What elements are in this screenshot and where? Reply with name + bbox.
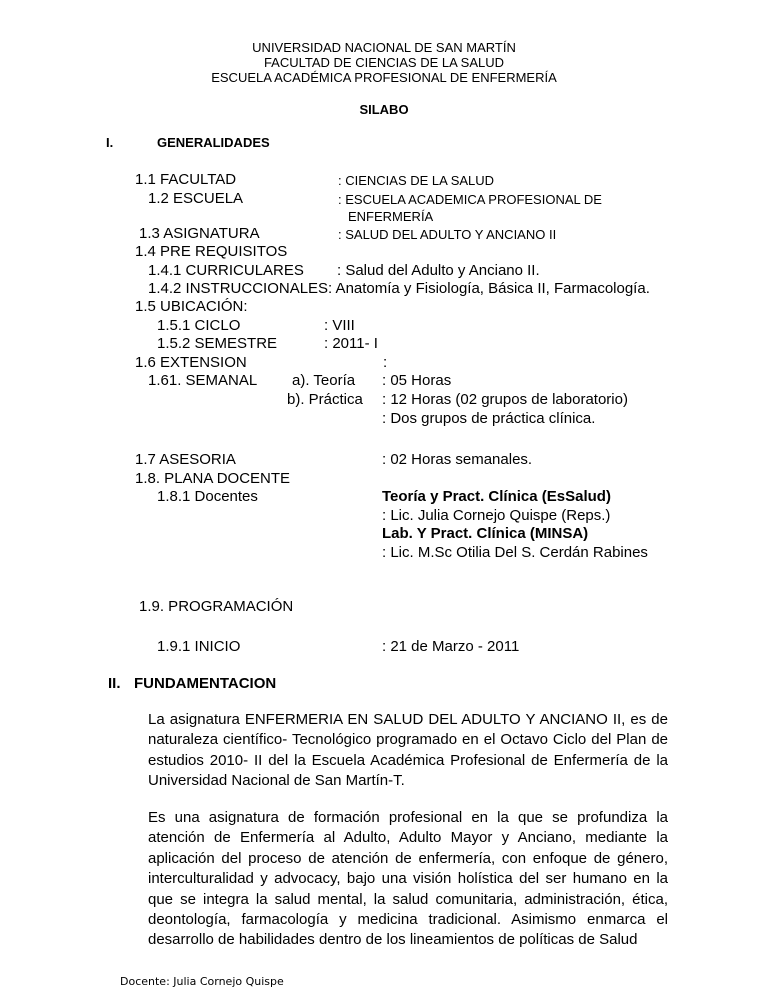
docente-group-essalud: Teoría y Pract. Clínica (EsSalud) (382, 488, 611, 505)
extension-label: 1.6 EXTENSION (135, 354, 247, 371)
docente-name-1: : Lic. Julia Cornejo Quispe (Reps.) (382, 507, 611, 524)
teoria-label: a). Teoría (292, 372, 356, 389)
semestre-label: 1.5.2 SEMESTRE (157, 335, 278, 352)
escuela-label: 1.2 ESCUELA (148, 190, 244, 207)
asesoria-value: : 02 Horas semanales. (382, 451, 533, 468)
fundamentacion-paragraph-1: La asignatura ENFERMERIA EN SALUD DEL ADULTO Y ANCIANO II, es de naturaleza científico- Tecnológico programado en el Octavo Ciclo del Plan de estudios 2010- II del la Escuela Académica Profesional de Enfermería de la Universidad Nacional de San Martín-T. (148, 711, 668, 790)
header-school: ESCUELA ACADÉMICA PROFESIONAL DE ENFERMERÍA (211, 70, 557, 85)
programacion-label: 1.9. PROGRAMACIÓN (139, 598, 294, 615)
ubicacion-label: 1.5 UBICACIÓN: (135, 298, 248, 315)
extension-value: : (383, 354, 388, 371)
curriculares-label: 1.4.1 CURRICULARES (148, 262, 304, 279)
asignatura-value: : SALUD DEL ADULTO Y ANCIANO II (338, 227, 557, 242)
asesoria-label: 1.7 ASESORIA (135, 451, 236, 468)
facultad-label: 1.1 FACULTAD (135, 171, 237, 188)
ciclo-value: : VIII (324, 317, 355, 334)
header-university: UNIVERSIDAD NACIONAL DE SAN MARTÍN (252, 40, 516, 55)
teoria-value: : 05 Horas (382, 372, 452, 389)
prereq-label: 1.4 PRE REQUISITOS (135, 243, 288, 260)
facultad-value: : CIENCIAS DE LA SALUD (338, 173, 495, 188)
curriculares-value: : Salud del Adulto y Anciano II. (337, 262, 540, 279)
section2-title: FUNDAMENTACION (134, 675, 277, 692)
escuela-value-2: ENFERMERÍA (348, 209, 434, 224)
instruccionales-line: 1.4.2 INSTRUCCIONALES: Anatomía y Fisiología, Básica II, Farmacología. (148, 280, 650, 297)
practica-label: b). Práctica (287, 391, 363, 408)
page-footer: Docente: Julia Cornejo Quispe (120, 975, 284, 988)
asignatura-label: 1.3 ASIGNATURA (139, 225, 260, 242)
section1-title: GENERALIDADES (157, 135, 270, 150)
semestre-value: : 2011- I (324, 335, 378, 352)
inicio-value: : 21 de Marzo - 2011 (382, 638, 520, 655)
ciclo-label: 1.5.1 CICLO (157, 317, 241, 334)
section2-numeral: II. (108, 675, 121, 692)
document-title: SILABO (359, 102, 409, 117)
escuela-value-1: : ESCUELA ACADEMICA PROFESIONAL DE (338, 192, 602, 207)
docente-name-2: : Lic. M.Sc Otilia Del S. Cerdán Rabines (382, 544, 648, 561)
fundamentacion-paragraph-2: Es una asignatura de formación profesional en la que se profundiza la atención de Enfermería al Adulto, Adulto Mayor y Anciano, mediante la aplicación del proceso de atención de enfermería, con enfoque de género, interculturalidad y advocacy, bajo una visión holística del ser humano en la que se integra la salud mental, la salud comunitaria, administración, ética, deontología, farmacología y medicina tradicional. Asimismo enmarca el desarrollo de habilidades dentro de los lineamientos de políticas de Salud (148, 809, 668, 949)
inicio-label: 1.9.1 INICIO (157, 638, 241, 655)
docente-group-minsa: Lab. Y Pract. Clínica (MINSA) (382, 525, 589, 542)
section1-numeral: I. (106, 135, 114, 150)
semanal-label: 1.61. SEMANAL (148, 372, 258, 389)
practica-value: : 12 Horas (02 grupos de laboratorio) (382, 391, 628, 408)
plana-docente-label: 1.8. PLANA DOCENTE (135, 470, 291, 487)
practica-value-2: : Dos grupos de práctica clínica. (382, 410, 596, 427)
docentes-label: 1.8.1 Docentes (157, 488, 258, 505)
header-faculty: FACULTAD DE CIENCIAS DE LA SALUD (263, 55, 505, 70)
